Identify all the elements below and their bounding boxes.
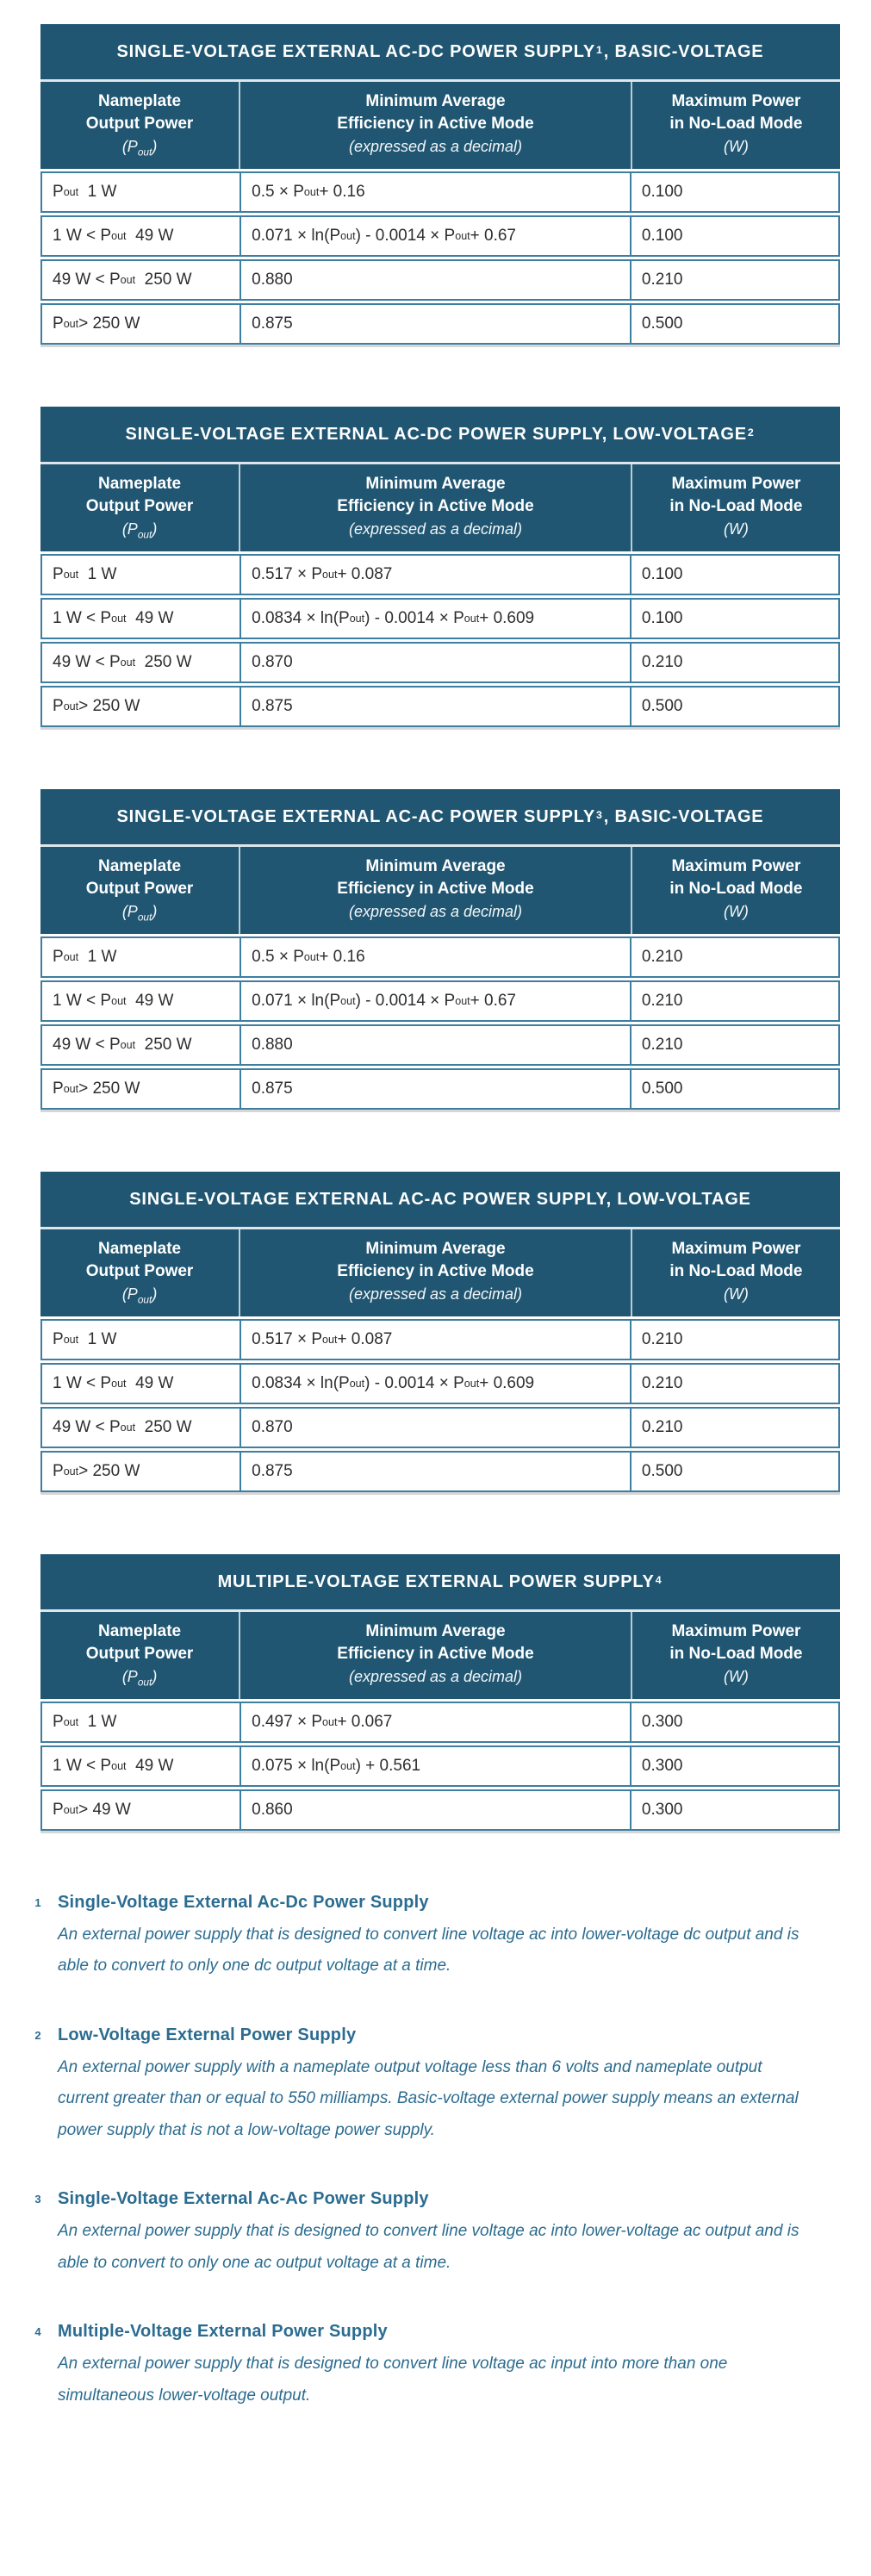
table-row [40,1363,840,1404]
column-header-line: Output Power [85,1262,194,1280]
column-header-line: Efficiency in Active Mode [337,115,534,133]
efficiency-cell: 0.870 [240,1409,630,1447]
range-cell: P out > 250 W [53,697,140,715]
column-header-subline: (expressed as a decimal) [348,903,523,920]
column-header-subline: (W) [723,520,749,538]
footnote-content [58,2322,809,2411]
column-header-line: Minimum Average [365,1622,506,1640]
table-header-block [40,24,840,169]
column-header-no-load [631,847,840,934]
table-row [40,303,840,345]
column-header-efficiency [239,464,631,551]
efficiency-cell: 0.0834 × ln(P out ) - 0.0014 × P out + 0.609 [240,600,630,638]
table-header-block [40,1554,840,1699]
footnote-marker: 3 [34,2193,41,2206]
range-cell: 49 W < P out 250 W [53,1036,192,1054]
column-header-line: Output Power [85,115,194,133]
column-header-efficiency [239,1229,631,1316]
column-header-line: Maximum Power [671,475,801,493]
table-body [40,1702,840,1831]
footnote-body: An external power supply that is designed to convert line voltage ac into lower-voltage dc output and is able to convert to only one dc output voltage at a time. [58,1926,799,1976]
column-header-subline: $(P_{out})$ [121,903,158,924]
column-header-line: Efficiency in Active Mode [337,497,534,515]
table-column-header-row [40,1227,840,1316]
table-row [40,1702,840,1743]
range-cell: P out 1 W [53,183,117,201]
column-header-output-power [40,1612,239,1699]
column-header-no-load [631,1612,840,1699]
column-header-line: Nameplate [98,857,182,875]
range-cell: P out 1 W [53,1330,117,1348]
no-load-cell: 0.500 [630,1453,838,1490]
column-header-line: Minimum Average [365,1240,506,1258]
column-header-line: Minimum Average [365,92,506,110]
table-title: SINGLE-VOLTAGE EXTERNAL AC-AC POWER SUPPLY, LOW-VOLTAGE [129,1189,751,1209]
table-header-block [40,1172,840,1316]
no-load-cell: 0.300 [630,1747,838,1785]
range-cell: 1 W < P out 49 W [53,227,174,245]
column-header-line: Maximum Power [671,1240,801,1258]
no-load-cell: 0.210 [630,1321,838,1359]
table-column-header-row [40,1609,840,1699]
table-ac-dc-low-voltage [40,407,840,727]
column-header-line: Nameplate [98,92,182,110]
range-cell: P out 1 W [53,948,117,966]
footnote-heading: Multiple-Voltage External Power Supply [58,2322,388,2342]
table-column-header-row [40,844,840,934]
efficiency-cell: 0.497 × P out + 0.067 [240,1703,630,1741]
table-body [40,171,840,345]
range-cell: 1 W < P out 49 W [53,992,174,1010]
no-load-cell: 0.210 [630,982,838,1020]
column-header-subline: (expressed as a decimal) [348,1285,523,1303]
range-cell: P out > 49 W [53,1801,131,1819]
table-title: MULTIPLE-VOLTAGE EXTERNAL POWER SUPPLY $^4$ [217,1571,663,1591]
efficiency-cell: 0.870 [240,644,630,681]
table-row [40,686,840,727]
table-header-block [40,789,840,934]
table-row [40,980,840,1022]
table-column-header-row [40,462,840,551]
range-cell: 49 W < P out 250 W [53,1418,192,1436]
footnote-marker: 4 [34,2325,41,2339]
column-header-line: in No-Load Mode [669,115,803,133]
table-row [40,1789,840,1831]
footnote [25,2189,840,2279]
no-load-cell: 0.210 [630,938,838,976]
no-load-cell: 0.100 [630,217,838,255]
table-row [40,1068,840,1110]
range-cell: P out > 250 W [53,1080,140,1098]
footnote-body: An external power supply that is designed to convert line voltage ac input into more than one simultaneous lower-voltage output. [58,2355,728,2405]
footnote-heading: Low-Voltage External Power Supply [58,2025,357,2044]
column-header-line: in No-Load Mode [669,880,803,898]
table-body [40,1319,840,1492]
column-header-subline: $(P_{out})$ [121,1285,158,1306]
table-row [40,259,840,301]
footnote [25,2025,840,2146]
no-load-cell: 0.210 [630,1026,838,1064]
footnote-body: An external power supply with a nameplate output voltage less than 6 volts and nameplate output current greater than or equal to 550 milliamps. Basic-voltage external power supply means an external power supply that is not a low-voltage power supply. [58,2057,799,2139]
column-header-output-power [40,464,239,551]
column-header-efficiency [239,82,631,169]
footnote-content [58,1893,809,1982]
column-header-subline: $(P_{out})$ [121,138,158,159]
table-title: SINGLE-VOLTAGE EXTERNAL AC-DC POWER SUPPLY $^1$ , BASIC-VOLTAGE [116,41,764,61]
column-header-output-power [40,847,239,934]
table-title: SINGLE-VOLTAGE EXTERNAL AC-DC POWER SUPPLY, LOW-VOLTAGE $^2$ [125,424,755,444]
efficiency-cell: 0.071 × ln(P out ) - 0.0014 × P out + 0.67 [240,982,630,1020]
footnote-content [58,2189,809,2279]
efficiency-cell: 0.0834 × ln(P out ) - 0.0014 × P out + 0.609 [240,1365,630,1403]
range-cell: P out > 250 W [53,314,140,333]
column-header-line: Maximum Power [671,92,801,110]
footnote-content [58,2025,809,2146]
column-header-output-power [40,82,239,169]
no-load-cell: 0.500 [630,688,838,725]
table-title: SINGLE-VOLTAGE EXTERNAL AC-AC POWER SUPPLY $^3$ , BASIC-VOLTAGE [116,806,764,826]
efficiency-cell: 0.075 × ln(P out ) + 0.561 [240,1747,630,1785]
column-header-no-load [631,464,840,551]
range-cell: 1 W < P out 49 W [53,1374,174,1392]
efficiency-cell: 0.875 [240,1070,630,1108]
efficiency-cell: 0.5 × P out + 0.16 [240,938,630,976]
no-load-cell: 0.500 [630,305,838,343]
column-header-line: Efficiency in Active Mode [337,1262,534,1280]
table-row [40,1451,840,1492]
range-cell: P out 1 W [53,1713,117,1731]
efficiency-cell: 0.875 [240,305,630,343]
column-header-line: Maximum Power [671,1622,801,1640]
efficiency-cell: 0.071 × ln(P out ) - 0.0014 × P out + 0.67 [240,217,630,255]
footnote-heading: Single-Voltage External Ac-Ac Power Supply [58,2189,429,2209]
no-load-cell: 0.500 [630,1070,838,1108]
table-row [40,171,840,213]
column-header-line: Efficiency in Active Mode [337,880,534,898]
table-row [40,936,840,978]
efficiency-cell: 0.517 × P out + 0.087 [240,1321,630,1359]
column-header-subline: (expressed as a decimal) [348,1668,523,1685]
range-cell: P out > 250 W [53,1462,140,1480]
table-row [40,1745,840,1787]
no-load-cell: 0.100 [630,556,838,594]
column-header-line: Minimum Average [365,857,506,875]
column-header-subline: (W) [723,138,749,155]
footnote [25,2322,840,2411]
column-header-output-power [40,1229,239,1316]
table-row [40,642,840,683]
column-header-line: Efficiency in Active Mode [337,1645,534,1663]
table-ac-ac-basic-voltage [40,789,840,1110]
footnote-body: An external power supply that is designed to convert line voltage ac into lower-voltage ac output and is able to convert to only one ac output voltage at a time. [58,2222,799,2272]
table-body [40,936,840,1110]
range-cell: P out 1 W [53,565,117,583]
table-row [40,554,840,595]
efficiency-cell: 0.875 [240,1453,630,1490]
table-row [40,598,840,639]
efficiency-cell: 0.875 [240,688,630,725]
column-header-subline: (W) [723,1285,749,1303]
column-header-line: Minimum Average [365,475,506,493]
column-header-line: Nameplate [98,1622,182,1640]
efficiency-cell: 0.860 [240,1791,630,1829]
column-header-line: Nameplate [98,1240,182,1258]
range-cell: 1 W < P out 49 W [53,609,174,627]
table-row [40,1024,840,1066]
footnote-marker: 1 [34,1896,41,1909]
no-load-cell: 0.100 [630,600,838,638]
column-header-subline: (expressed as a decimal) [348,138,523,155]
no-load-cell: 0.210 [630,1409,838,1447]
column-header-line: Maximum Power [671,857,801,875]
no-load-cell: 0.210 [630,261,838,299]
column-header-line: in No-Load Mode [669,1645,803,1663]
column-header-subline: (W) [723,1668,749,1685]
table-row [40,215,840,257]
column-header-line: in No-Load Mode [669,1262,803,1280]
footnote-heading: Single-Voltage External Ac-Dc Power Supply [58,1893,429,1912]
no-load-cell: 0.210 [630,644,838,681]
column-header-efficiency [239,847,631,934]
column-header-no-load [631,82,840,169]
column-header-no-load [631,1229,840,1316]
footnotes-section [25,1893,840,2411]
table-ac-dc-basic-voltage [40,24,840,345]
efficiency-cell: 0.5 × P out + 0.16 [240,173,630,211]
efficiency-cell: 0.517 × P out + 0.087 [240,556,630,594]
range-cell: 1 W < P out 49 W [53,1757,174,1775]
column-header-line: Output Power [85,1645,194,1663]
footnote [25,1893,840,1982]
column-header-line: Output Power [85,880,194,898]
table-row [40,1407,840,1448]
table-header-block [40,407,840,551]
no-load-cell: 0.300 [630,1703,838,1741]
no-load-cell: 0.300 [630,1791,838,1829]
efficiency-cell: 0.880 [240,1026,630,1064]
no-load-cell: 0.210 [630,1365,838,1403]
table-row [40,1319,840,1360]
footnote-marker: 2 [34,2028,41,2042]
range-cell: 49 W < P out 250 W [53,653,192,671]
range-cell: 49 W < P out 250 W [53,271,192,289]
no-load-cell: 0.100 [630,173,838,211]
table-body [40,554,840,727]
table-ac-ac-low-voltage [40,1172,840,1492]
column-header-subline: $(P_{out})$ [121,1668,158,1689]
column-header-subline: (expressed as a decimal) [348,520,523,538]
column-header-line: Nameplate [98,475,182,493]
column-header-line: in No-Load Mode [669,497,803,515]
column-header-subline: $(P_{out})$ [121,520,158,541]
column-header-subline: (W) [723,903,749,920]
table-column-header-row [40,79,840,169]
table-multiple-voltage [40,1554,840,1831]
column-header-efficiency [239,1612,631,1699]
column-header-line: Output Power [85,497,194,515]
efficiency-cell: 0.880 [240,261,630,299]
